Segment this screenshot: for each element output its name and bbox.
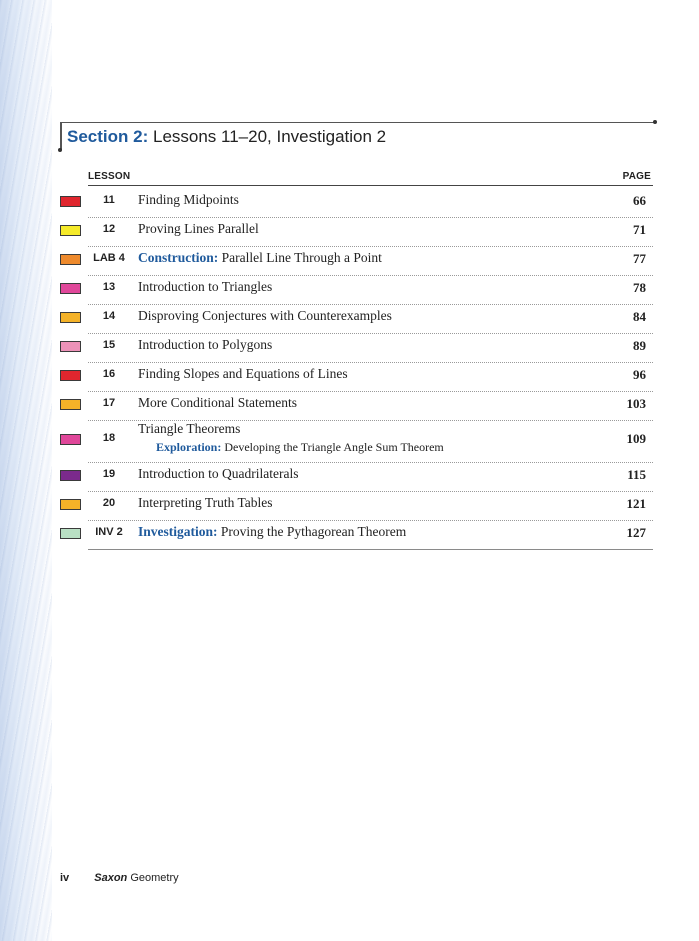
header-dot-left: [58, 148, 62, 152]
lesson-row: [0, 188, 699, 217]
lesson-title: [138, 250, 382, 266]
lesson-title-text: Finding Midpoints: [138, 192, 239, 207]
lesson-row: [0, 362, 699, 391]
lesson-row: [0, 391, 699, 420]
lesson-color-swatch: [60, 196, 81, 207]
lesson-color-swatch: [60, 225, 81, 236]
footer-book-name: Geometry: [127, 872, 179, 884]
header-top-rule: [60, 122, 654, 123]
lesson-title: [138, 421, 240, 437]
section-label: Section 2:: [67, 127, 149, 146]
lesson-title: [138, 279, 272, 295]
lesson-color-swatch: [60, 254, 81, 265]
lesson-title: [138, 366, 348, 382]
lesson-page-number: 103: [626, 396, 646, 411]
lesson-title-text: Finding Slopes and Equations of Lines: [138, 366, 348, 381]
lesson-page-number: 84: [633, 309, 646, 324]
lesson-title-text: Triangle Theorems: [138, 421, 241, 436]
lesson-color-swatch: [60, 399, 81, 410]
lesson-page-number: 78: [633, 280, 646, 295]
footer-page-number: iv: [60, 872, 70, 884]
lesson-number: 11: [103, 194, 115, 206]
lesson-title: [138, 308, 392, 324]
lesson-number: 20: [102, 497, 116, 509]
lesson-title-text: Parallel Line Through a Point: [218, 250, 382, 265]
header-left-bar: [60, 122, 62, 150]
lesson-row: [0, 491, 699, 520]
lesson-page-number: 71: [633, 222, 646, 237]
lesson-subtitle-text: Developing the Triangle Angle Sum Theorem: [221, 440, 444, 454]
lesson-color-swatch: [60, 528, 81, 539]
lesson-row: [0, 420, 699, 462]
lesson-color-swatch: [60, 434, 81, 445]
lesson-number: 16: [102, 368, 116, 380]
lesson-title: [138, 524, 406, 540]
footer-brand: Saxon: [94, 872, 128, 884]
lesson-page-number: 115: [627, 467, 646, 482]
lesson-row: [0, 304, 699, 333]
lesson-title: [138, 192, 239, 208]
lesson-row: [0, 520, 699, 549]
lesson-color-swatch: [60, 499, 81, 510]
lesson-row: [0, 275, 699, 304]
lesson-row-rule: [88, 549, 653, 550]
lesson-title-text: More Conditional Statements: [138, 395, 297, 410]
lesson-row: [0, 333, 699, 362]
lesson-title: [138, 337, 272, 353]
lesson-color-swatch: [60, 312, 81, 323]
section-title-text: Lessons 11–20, Investigation 2: [152, 127, 387, 146]
lesson-color-swatch: [60, 341, 81, 352]
lesson-title-text: Interpreting Truth Tables: [138, 495, 273, 510]
lesson-number: 17: [102, 397, 116, 409]
lesson-color-swatch: [60, 370, 81, 381]
lesson-column-header: LESSON: [88, 171, 131, 182]
lesson-page-number: 77: [633, 251, 646, 266]
lesson-title-text: Introduction to Quadrilaterals: [138, 466, 299, 481]
lesson-title: [138, 495, 273, 511]
lesson-page-number: 127: [626, 525, 646, 540]
lesson-row: [0, 246, 699, 275]
lesson-page-number: 121: [626, 496, 646, 511]
lesson-subtitle-lead: Exploration:: [156, 440, 222, 454]
lesson-page-number: 66: [633, 193, 646, 208]
lesson-number: 13: [102, 281, 116, 293]
lesson-title-text: Introduction to Triangles: [138, 279, 273, 294]
lesson-title-text: Proving the Pythagorean Theorem: [217, 524, 407, 539]
lesson-page-number: 96: [633, 367, 646, 382]
section-header: [60, 122, 654, 152]
lesson-title: [138, 466, 298, 482]
lesson-number: LAB 4: [93, 252, 125, 264]
lesson-number: INV 2: [95, 526, 123, 538]
lesson-number: 15: [102, 339, 116, 351]
lesson-page-number: 109: [626, 431, 646, 446]
lesson-color-swatch: [60, 283, 81, 294]
header-rule: [88, 185, 653, 186]
lesson-row: [0, 462, 699, 491]
lesson-number: 12: [102, 223, 116, 235]
lesson-title: [138, 221, 259, 237]
lesson-row: [0, 217, 699, 246]
lesson-number: 19: [102, 468, 116, 480]
header-dot-right: [653, 120, 657, 124]
lesson-title-lead: Construction:: [138, 250, 219, 265]
lesson-title-text: Proving Lines Parallel: [138, 221, 259, 236]
lesson-title-text: Disproving Conjectures with Counterexamples: [138, 308, 392, 323]
section-title: [67, 127, 386, 147]
lesson-title: [138, 395, 297, 411]
page-column-header: PAGE: [622, 171, 651, 182]
lesson-number: 14: [102, 310, 116, 322]
lesson-number: 18: [102, 432, 116, 444]
lesson-subtitle: [156, 440, 444, 455]
lesson-title-lead: Investigation:: [138, 524, 218, 539]
lesson-title-text: Introduction to Polygons: [138, 337, 273, 352]
lesson-color-swatch: [60, 470, 81, 481]
lesson-page-number: 89: [633, 338, 646, 353]
page-footer: [60, 872, 179, 884]
